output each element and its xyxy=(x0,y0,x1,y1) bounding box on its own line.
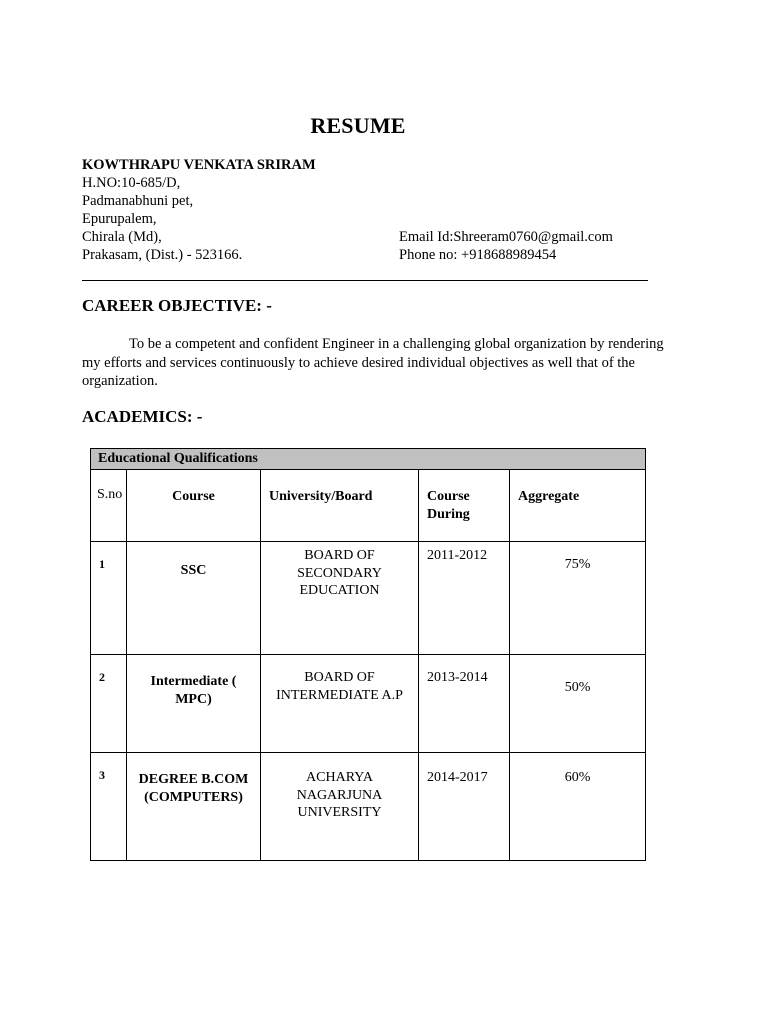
header-divider xyxy=(82,280,648,281)
row-aggregate: 75% xyxy=(510,542,646,655)
row-university xyxy=(261,655,419,753)
row-course xyxy=(127,753,261,861)
phone-line: Phone no: +918688989454 xyxy=(399,247,557,263)
row-sno: 1 xyxy=(91,542,127,655)
university-line: NAGARJUNA xyxy=(296,787,383,803)
row-aggregate: 50% xyxy=(510,655,646,753)
course-line: DEGREE B.COM xyxy=(138,772,249,787)
row-course xyxy=(127,542,261,655)
university-line: ACHARYA xyxy=(306,770,373,785)
row-sno: 2 xyxy=(91,655,127,753)
university-line: EDUCATION xyxy=(299,583,380,598)
header-course-during xyxy=(419,470,510,542)
resume-title: RESUME xyxy=(310,113,406,138)
course-line: (COMPUTERS) xyxy=(144,789,243,805)
table-caption: Educational Qualifications xyxy=(91,449,646,470)
row-aggregate: 60% xyxy=(510,753,646,861)
row-course xyxy=(127,655,261,753)
row-years: 2014-2017 xyxy=(419,753,510,861)
address-line: Prakasam, (Dist.) - 523166. xyxy=(82,247,243,263)
row-years: 2013-2014 xyxy=(419,655,510,753)
university-line: SECONDARY xyxy=(297,565,382,581)
academics-heading: ACADEMICS: - xyxy=(82,407,203,426)
university-line: UNIVERSITY xyxy=(297,805,382,820)
header-aggregate: Aggregate xyxy=(510,470,646,542)
objective-line: my efforts and services continuously to achieve desired individual objectives as well that of the xyxy=(82,354,635,371)
address-line: H.NO:10-685/D, xyxy=(82,175,181,191)
address-line: Chirala (Md), xyxy=(82,229,162,245)
contact-block xyxy=(399,228,613,264)
header-course: Course xyxy=(127,470,261,542)
address-line: Epurupalem, xyxy=(82,211,157,227)
address-block xyxy=(82,156,316,264)
university-line: INTERMEDIATE A.P xyxy=(276,687,403,703)
career-objective-heading: CAREER OBJECTIVE: - xyxy=(82,296,272,315)
university-line: BOARD OF xyxy=(304,548,375,563)
header-during-line: During xyxy=(427,506,470,522)
objective-line: organization. xyxy=(82,373,158,389)
university-line: BOARD OF xyxy=(304,670,375,685)
course-line: SSC xyxy=(180,563,207,578)
course-line: Intermediate ( xyxy=(150,674,237,689)
header-university: University/Board xyxy=(261,470,419,542)
table-row xyxy=(91,542,646,655)
career-objective-text xyxy=(82,335,688,391)
table-row xyxy=(91,753,646,861)
row-sno: 3 xyxy=(91,753,127,861)
email-line: Email Id:Shreeram0760@gmail.com xyxy=(399,229,613,245)
table-header-row xyxy=(91,470,646,542)
row-university xyxy=(261,542,419,655)
table-row xyxy=(91,655,646,753)
objective-line: To be a competent and confident Engineer in a challenging global organization by rendering xyxy=(129,336,664,352)
row-university xyxy=(261,753,419,861)
course-line: MPC) xyxy=(175,691,212,707)
education-table xyxy=(90,448,646,861)
row-years: 2011-2012 xyxy=(419,542,510,655)
header-sno: S.no xyxy=(91,470,127,542)
address-line: Padmanabhuni pet, xyxy=(82,193,194,209)
header-during-line: Course xyxy=(427,489,470,504)
applicant-name: KOWTHRAPU VENKATA SRIRAM xyxy=(82,157,316,173)
